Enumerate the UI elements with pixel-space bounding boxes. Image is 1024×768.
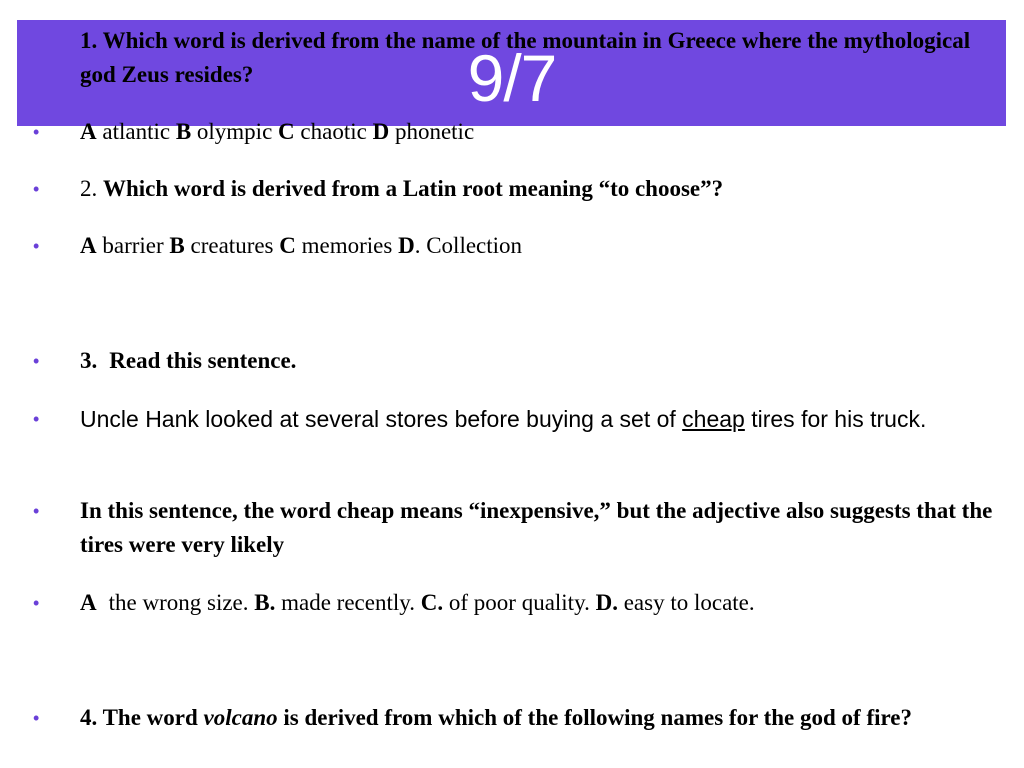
option-letter: B: [169, 233, 185, 258]
sentence-text: Uncle Hank looked at several stores before buying a set of: [80, 406, 676, 432]
italic-word: volcano: [203, 705, 278, 730]
option-text: phonetic: [394, 119, 475, 144]
option-text: creatures: [190, 233, 274, 258]
slide-title: 9/7: [467, 41, 557, 115]
option-text: atlantic: [102, 119, 171, 144]
option-letter: C: [278, 119, 295, 144]
option-letter: C: [279, 233, 296, 258]
option-letter: C.: [420, 590, 444, 615]
question-1-text: 1. Which word is derived from the name of the mountain in Greece where the mythological god Zeus resides?: [80, 28, 971, 87]
bullet-icon: •: [33, 409, 40, 429]
prompt-text: In this sentence, the word cheap means “inexpensive,” but the adjective also suggests that the tires were very likely: [80, 498, 993, 557]
question-3-prompt: [33, 494, 1008, 562]
option-letter: D: [398, 233, 415, 258]
option-text: made recently.: [281, 590, 415, 615]
question-2: [33, 172, 1008, 206]
question-number: 3.: [80, 348, 98, 373]
option-text: . Collection: [414, 233, 523, 258]
question-1-options: [33, 115, 1008, 149]
option-letter: A: [80, 233, 97, 258]
question-4-text: is derived from which of the following names for the god of fire?: [283, 705, 913, 730]
bullet-icon: •: [33, 501, 40, 521]
option-text: memories: [301, 233, 393, 258]
option-letter: A: [80, 590, 97, 615]
question-3: [33, 344, 1008, 378]
option-letter: B.: [254, 590, 276, 615]
bullet-icon: •: [33, 351, 40, 371]
question-number: 2.: [80, 176, 98, 201]
option-letter: D: [372, 119, 390, 144]
option-text: easy to locate.: [623, 590, 755, 615]
bullet-icon: •: [33, 708, 40, 728]
question-4-text: 4. The word: [80, 705, 198, 730]
question-3-sentence: [33, 402, 1008, 436]
question-2-options: [33, 229, 1008, 263]
option-text: chaotic: [300, 119, 367, 144]
question-3-text: Read this sentence.: [109, 348, 297, 373]
bullet-icon: •: [33, 236, 40, 256]
option-text: olympic: [196, 119, 273, 144]
option-text: the wrong size.: [108, 590, 249, 615]
option-letter: A: [80, 119, 97, 144]
option-letter: B: [175, 119, 192, 144]
question-4: [33, 701, 1008, 735]
question-3-options: [33, 586, 1008, 620]
bullet-icon: •: [33, 122, 40, 142]
question-2-text: Which word is derived from a Latin root meaning “to choose”?: [103, 176, 724, 201]
bullet-icon: •: [33, 593, 40, 613]
option-text: barrier: [102, 233, 164, 258]
option-letter: D.: [595, 590, 618, 615]
sentence-text: tires for his truck.: [751, 406, 927, 432]
option-text: of poor quality.: [448, 590, 590, 615]
underlined-word: cheap: [682, 406, 745, 432]
bullet-icon: •: [33, 179, 40, 199]
